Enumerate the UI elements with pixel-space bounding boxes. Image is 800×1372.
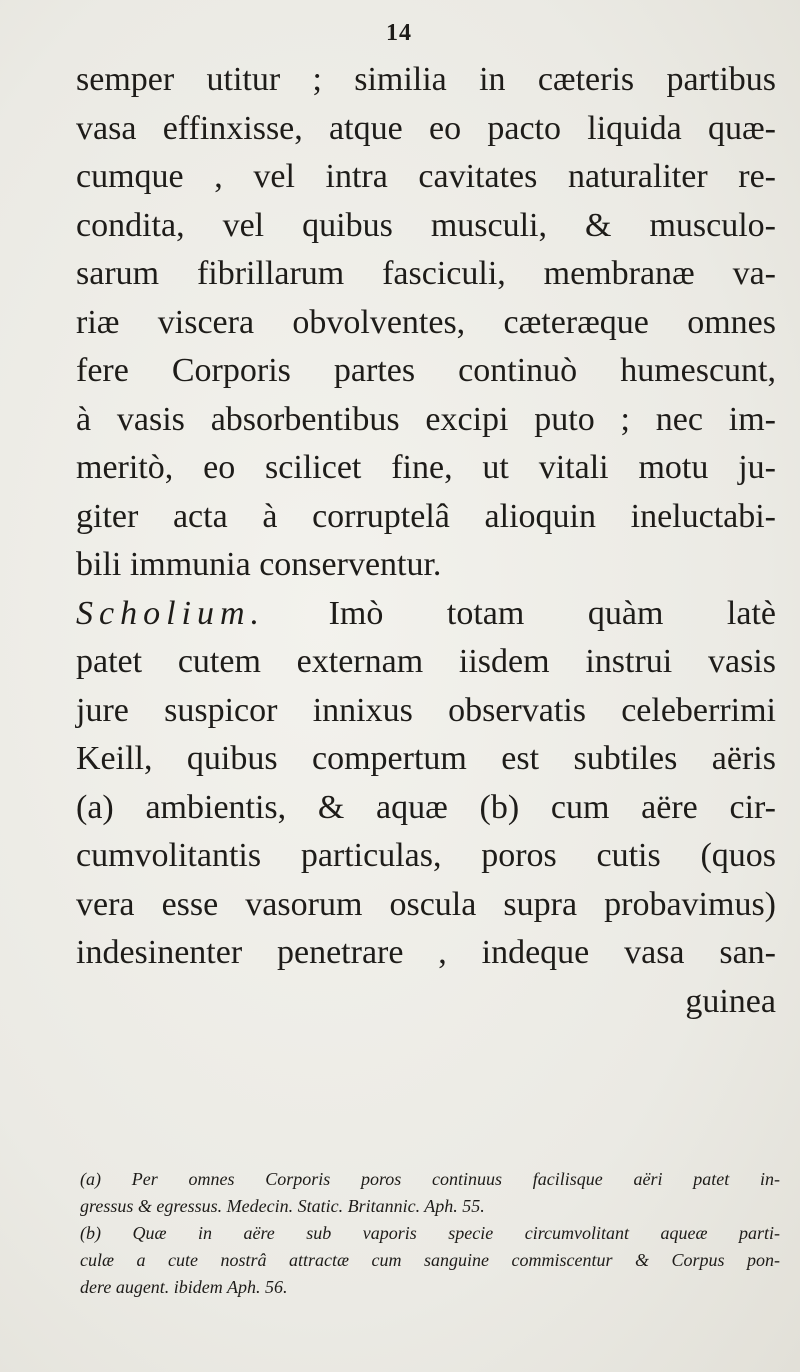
text-line: indesinenter penetrare , indeque vasa san- xyxy=(76,934,776,971)
footnote-line: culæ a cute nostrâ attractæ cum sanguine commiscentur & Corpus pon- xyxy=(80,1250,780,1270)
scholium-first-line-text: Imò totam quàm latè xyxy=(328,594,777,632)
footnote-line: (a) Per omnes Corporis poros continuus facilisque aëri patet in- xyxy=(80,1169,780,1189)
text-line: sarum fibrillarum fasciculi, membranæ va- xyxy=(76,255,776,292)
text-line: patet cutem externam iisdem instrui vasis xyxy=(76,643,776,680)
text-line: meritò, eo scilicet fine, ut vitali motu ju- xyxy=(76,449,776,486)
text-line: fere Corporis partes continuò humescunt, xyxy=(76,352,776,389)
text-line: giter acta à corruptelâ alioquin ineluctabi- xyxy=(76,497,776,535)
text-line: jure suspicor innixus observatis celeberrimi xyxy=(76,691,776,729)
text-line: cumque , vel intra cavitates naturaliter re- xyxy=(76,158,776,195)
footnote-line: (b) Quæ in aëre sub vaporis specie circumvolitant aqueæ parti- xyxy=(80,1223,780,1243)
text-line: (a) ambientis, & aquæ (b) cum aëre cir- xyxy=(76,788,776,826)
footnote-line: gressus & egressus. Medecin. Static. Britannic. Aph. 55. xyxy=(80,1196,485,1216)
main-text xyxy=(76,56,776,1026)
text-line: à vasis absorbentibus excipi puto ; nec im- xyxy=(76,400,776,438)
footnotes xyxy=(80,1166,780,1301)
text-line: semper utitur ; similia in cæteris partibus xyxy=(76,61,776,98)
scholium-label: Scholium. xyxy=(76,594,266,632)
text-line: Keill, quibus compertum est subtiles aëris xyxy=(76,740,776,777)
text-line: condita, vel quibus musculi, & musculo- xyxy=(76,206,776,244)
scholium-first-line xyxy=(76,590,776,639)
text-line: bili immunia conserventur. xyxy=(76,546,442,583)
text-line: vasa effinxisse, atque eo pacto liquida quæ- xyxy=(76,109,776,147)
text-line: riæ viscera obvolventes, cæteræque omnes xyxy=(76,303,776,341)
text-line: vera esse vasorum oscula supra probavimus) xyxy=(76,885,776,923)
catchword: guinea xyxy=(685,982,776,1020)
text-line: cumvolitantis particulas, poros cutis (quos xyxy=(76,837,776,874)
footnote-line: dere augent. ibidem Aph. 56. xyxy=(80,1277,288,1297)
page-number: 14 xyxy=(386,20,412,46)
